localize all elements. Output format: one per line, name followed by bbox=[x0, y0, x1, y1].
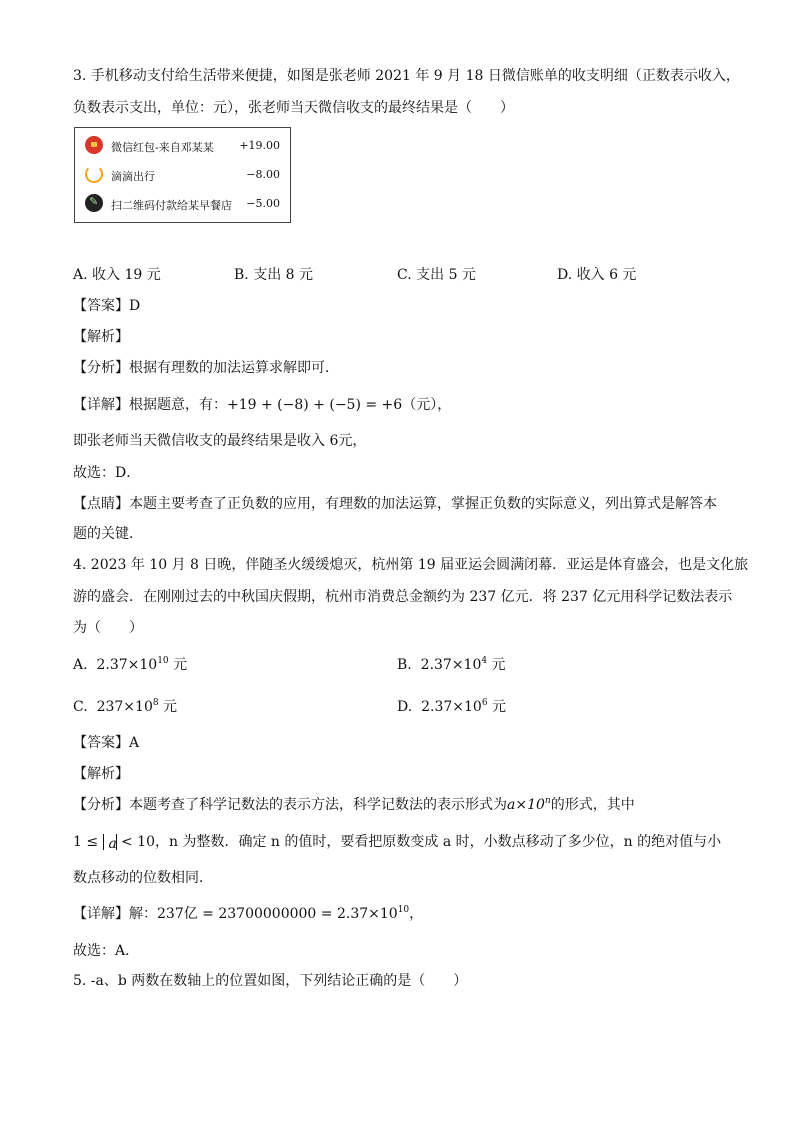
q4-stem-line1: 4. 2023 年 10 月 8 日晚，伴随圣火缓缓熄灭，杭州第 19 届亚运会圆满闭幕．亚运是体育盛会，也是文化旅 bbox=[73, 557, 749, 573]
absolute-value bbox=[103, 834, 117, 850]
q4-option-a bbox=[73, 655, 187, 675]
option-letter: D. bbox=[397, 699, 413, 715]
option-unit: 元 bbox=[168, 657, 188, 673]
option-letter: B. bbox=[397, 657, 412, 673]
option-base: 2.37×10 bbox=[421, 699, 482, 715]
q4-analysis-line3: 数点移动的位数相同． bbox=[73, 870, 213, 886]
option-exponent: 4 bbox=[481, 656, 488, 666]
condition-left: 1 ≤ bbox=[73, 834, 103, 850]
formula: a×10 bbox=[507, 797, 545, 813]
bill-label: 扫二维码付款给某早餐店 bbox=[111, 199, 232, 212]
bill-row bbox=[85, 136, 280, 158]
detail-text: ， bbox=[409, 906, 424, 922]
qr-pay-icon bbox=[85, 194, 103, 212]
option-exponent: 8 bbox=[152, 698, 159, 708]
bill-amount: −5.00 bbox=[246, 197, 280, 210]
detail-exponent: 10 bbox=[397, 905, 410, 915]
q3-analysis: 【分析】根据有理数的加法运算求解即可． bbox=[73, 360, 339, 376]
red-envelope-icon bbox=[85, 136, 103, 154]
q3-option-d: D. 收入 6 元 bbox=[557, 267, 637, 283]
q4-option-d bbox=[397, 697, 506, 717]
bill-label: 滴滴出行 bbox=[111, 170, 155, 183]
didi-icon bbox=[85, 165, 103, 183]
q3-option-b: B. 支出 8 元 bbox=[234, 267, 313, 283]
q3-jiexi-heading: 【解析】 bbox=[73, 329, 129, 345]
q3-detail: 【详解】根据题意，有：+19 + (−8) + (−5) = +6（元）， bbox=[73, 397, 452, 413]
option-base: 2.37×10 bbox=[420, 657, 482, 673]
option-letter: C. bbox=[73, 699, 88, 715]
formula-exponent: n bbox=[544, 796, 551, 806]
q4-analysis-line1 bbox=[73, 795, 635, 815]
q3-choice: 故选：D． bbox=[73, 465, 141, 481]
bill-row bbox=[85, 165, 280, 187]
analysis-text: 的形式，其中 bbox=[550, 797, 635, 813]
option-base: 237×10 bbox=[96, 699, 153, 715]
q4-choice: 故选：A． bbox=[73, 943, 140, 959]
q3-detail-line2: 即张老师当天微信收支的最终结果是收入 6元， bbox=[73, 433, 367, 449]
analysis-text: 【分析】本题考查了科学记数法的表示方法，科学记数法的表示形式为 bbox=[73, 797, 507, 813]
bill-label: 微信红包-来自邓某某 bbox=[111, 141, 214, 154]
option-unit: 元 bbox=[158, 699, 178, 715]
option-letter: A. bbox=[73, 657, 88, 673]
option-exponent: 10 bbox=[157, 656, 169, 666]
q4-option-c bbox=[73, 697, 177, 717]
bill-amount: +19.00 bbox=[239, 139, 280, 152]
q4-detail bbox=[73, 904, 423, 924]
q3-comment-line2: 题的关键． bbox=[73, 526, 143, 542]
q4-analysis-line2 bbox=[73, 832, 721, 852]
q4-option-b bbox=[397, 655, 506, 675]
q4-stem-line3: 为（ ） bbox=[73, 620, 143, 636]
q5-stem-line1: 5. -a、b 两数在数轴上的位置如图，下列结论正确的是（ ） bbox=[73, 973, 468, 989]
option-unit: 元 bbox=[487, 657, 506, 673]
wechat-bill-figure bbox=[74, 127, 291, 223]
option-base: 2.37×10 bbox=[96, 657, 158, 673]
q4-jiexi-heading: 【解析】 bbox=[73, 766, 129, 782]
detail-text: 【详解】解：237亿 = 23700000000 = 2.37×10 bbox=[73, 906, 398, 922]
q3-stem-line2: 负数表示支出，单位：元），张老师当天微信收支的最终结果是（ ） bbox=[73, 100, 514, 116]
bill-amount: −8.00 bbox=[246, 168, 280, 181]
q3-stem-line1: 3. 手机移动支付给生活带来便捷，如图是张老师 2021 年 9 月 18 日微信账单的收支明细（正数表示收入， bbox=[73, 68, 740, 84]
q4-answer: 【答案】A bbox=[73, 735, 140, 751]
option-exponent: 6 bbox=[481, 698, 488, 708]
q3-option-c: C. 支出 5 元 bbox=[397, 267, 476, 283]
q3-answer: 【答案】D bbox=[73, 298, 141, 314]
abs-variable: a bbox=[108, 836, 117, 852]
q3-option-a: A. 收入 19 元 bbox=[73, 267, 161, 283]
condition-right: < 10，n 为整数．确定 n 的值时，要看把原数变成 a 时，小数点移动了多少位，n 的绝对值与小 bbox=[116, 834, 722, 850]
q3-comment-line1: 【点睛】本题主要考查了正负数的应用，有理数的加法运算，掌握正负数的实际意义，列出算式是解答本 bbox=[73, 496, 717, 512]
bill-row bbox=[85, 194, 280, 216]
q4-stem-line2: 游的盛会．在刚刚过去的中秋国庆假期，杭州市消费总金额约为 237 亿元．将 237 亿元用科学记数法表示 bbox=[73, 589, 733, 605]
option-unit: 元 bbox=[487, 699, 506, 715]
